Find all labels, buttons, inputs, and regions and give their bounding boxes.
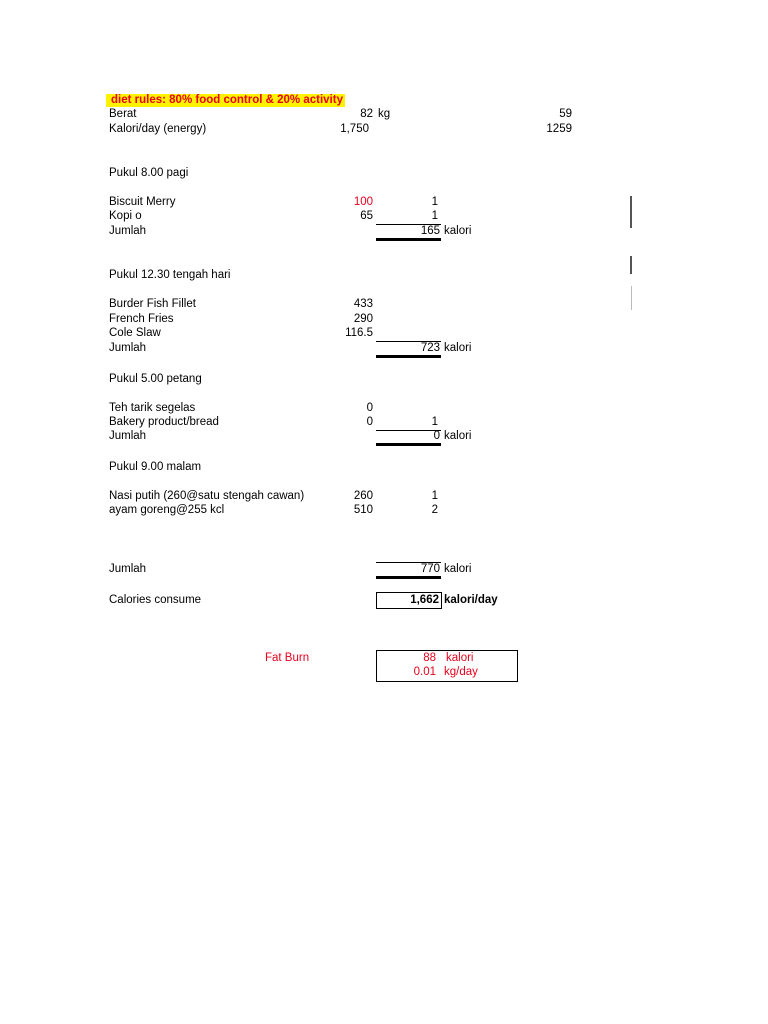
meal1-total-label: Jumlah — [109, 225, 147, 237]
meal1-item-cal: 65 — [360, 210, 373, 222]
meal2-item-name: Burder Fish Fillet — [109, 298, 196, 310]
meal2-item-cal: 290 — [353, 313, 373, 325]
meal4-item-name: Nasi putih (260@satu stengah cawan) — [109, 490, 305, 502]
edge-mark — [631, 286, 632, 310]
weight-target: 59 — [559, 108, 572, 120]
meal4-item-name: ayam goreng@255 kcl — [109, 504, 225, 516]
meal3-total-underline — [376, 443, 441, 446]
meal4-total-label: Jumlah — [109, 563, 147, 575]
meal3-item-name: Teh tarik segelas — [109, 402, 196, 414]
calories-consume-unit: kalori/day — [444, 594, 498, 606]
meal2-item-name: French Fries — [109, 313, 174, 325]
meal1-item-qty: 1 — [431, 196, 438, 208]
meal4-item-cal: 510 — [353, 504, 373, 516]
calories-consume-label: Calories consume — [109, 594, 202, 606]
meal4-title: Pukul 9.00 malam — [109, 461, 202, 473]
meal3-total-label: Jumlah — [109, 430, 147, 442]
weight-unit: kg — [378, 108, 391, 120]
meal1-item-name: Kopi o — [109, 210, 142, 222]
calories-consume-value: 1,662 — [410, 594, 439, 606]
meal2-total-underline — [376, 355, 441, 358]
meal3-item-qty: 1 — [431, 416, 438, 428]
meal4-total-underline — [376, 576, 441, 579]
meal1-total: 165 — [420, 225, 440, 237]
meal1-item-qty: 1 — [431, 210, 438, 222]
meal1-total-unit: kalori — [444, 225, 472, 237]
edge-mark — [630, 196, 632, 228]
fat-burn-kg-unit: kg/day — [444, 666, 478, 678]
fat-burn-kg: 0.01 — [413, 666, 436, 678]
fat-burn-kalori: 88 — [423, 652, 436, 664]
meal3-title: Pukul 5.00 petang — [109, 373, 202, 385]
meal3-item-cal: 0 — [366, 416, 373, 428]
meal2-total: 723 — [420, 342, 440, 354]
meal4-total: 770 — [420, 563, 440, 575]
meal4-item-qty: 2 — [431, 504, 438, 516]
calorie-day-value: 1,750 — [340, 123, 369, 135]
meal2-total-label: Jumlah — [109, 342, 147, 354]
weight-value: 82 — [360, 108, 373, 120]
edge-mark — [630, 256, 632, 274]
meal1-item-cal: 100 — [353, 196, 373, 208]
calorie-day-label: Kalori/day (energy) — [109, 123, 207, 135]
meal1-item-name: Biscuit Merry — [109, 196, 176, 208]
meal2-item-name: Cole Slaw — [109, 327, 161, 339]
meal3-total: 0 — [433, 430, 440, 442]
meal2-item-cal: 116.5 — [345, 327, 373, 339]
meal2-total-unit: kalori — [444, 342, 472, 354]
meal3-item-cal: 0 — [366, 402, 373, 414]
meal1-title: Pukul 8.00 pagi — [109, 167, 189, 179]
meal2-item-cal: 433 — [353, 298, 373, 310]
meal4-item-qty: 1 — [431, 490, 438, 502]
meal3-item-name: Bakery product/bread — [109, 416, 219, 428]
calorie-day-target: 1259 — [546, 123, 572, 135]
meal1-total-underline — [376, 238, 441, 241]
diet-rule-banner: diet rules: 80% food control & 20% activity — [106, 94, 345, 107]
meal3-total-unit: kalori — [444, 430, 472, 442]
meal2-title: Pukul 12.30 tengah hari — [109, 269, 231, 281]
weight-label: Berat — [109, 108, 137, 120]
meal4-item-cal: 260 — [353, 490, 373, 502]
fat-burn-kalori-unit: kalori — [446, 652, 474, 664]
meal4-total-unit: kalori — [444, 563, 472, 575]
fat-burn-label: Fat Burn — [265, 652, 310, 664]
